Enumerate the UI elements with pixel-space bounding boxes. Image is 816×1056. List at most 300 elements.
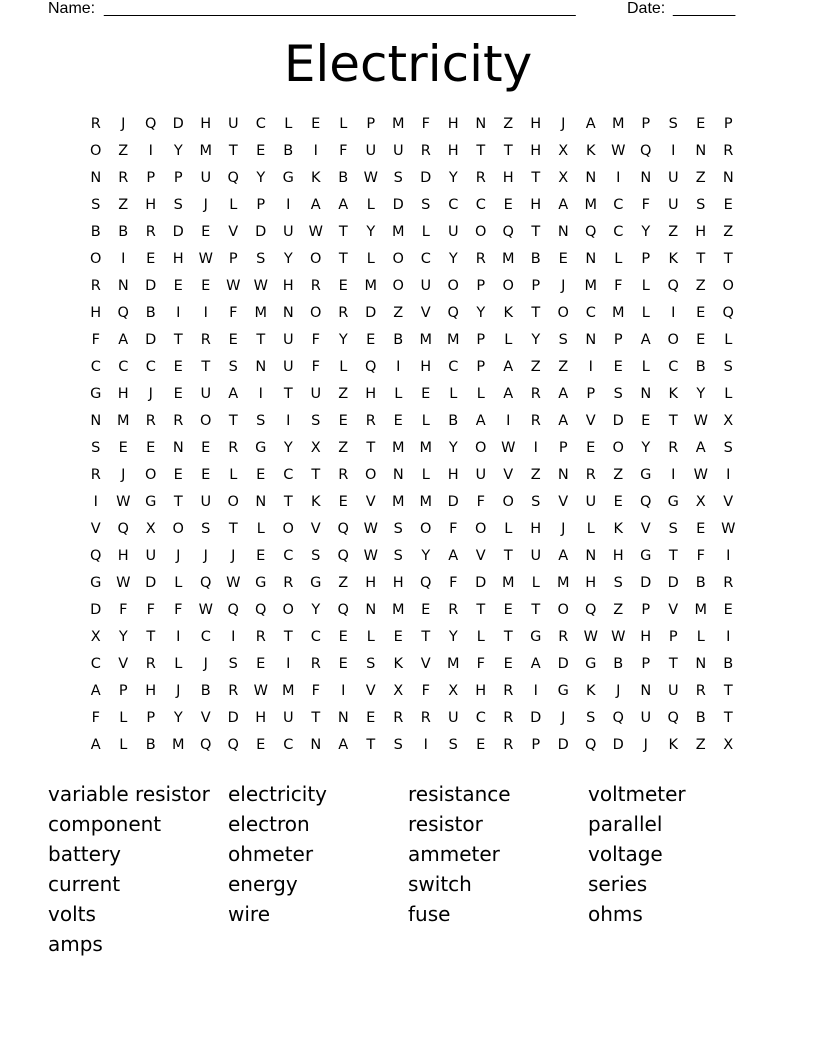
grid-letter[interactable]: M [391,602,405,618]
grid-letter[interactable]: D [145,332,157,348]
grid-letter[interactable]: R [503,683,514,699]
grid-letter[interactable]: V [420,656,431,672]
grid-letter[interactable]: E [173,278,183,294]
grid-letter[interactable]: V [475,548,486,564]
grid-letter[interactable]: I [203,305,208,321]
grid-letter[interactable]: I [533,440,538,456]
grid-letter[interactable]: K [310,494,321,510]
grid-letter[interactable]: C [118,359,129,375]
grid-letter[interactable]: T [283,494,293,510]
grid-letter[interactable]: R [503,710,514,726]
grid-letter[interactable]: N [255,494,267,510]
grid-letter[interactable]: S [228,656,238,672]
grid-letter[interactable]: B [695,710,706,726]
grid-letter[interactable]: U [282,332,294,348]
grid-letter[interactable]: R [200,332,211,348]
date-field[interactable]: _______ [673,0,736,17]
grid-letter[interactable]: H [447,143,459,159]
grid-letter[interactable]: X [448,683,459,699]
grid-letter[interactable]: T [668,413,678,429]
grid-letter[interactable]: E [256,656,266,672]
grid-letter[interactable]: L [366,197,375,213]
grid-letter[interactable]: R [475,170,486,186]
grid-letter[interactable]: B [695,359,706,375]
grid-letter[interactable]: S [91,197,101,213]
grid-letter[interactable]: R [585,467,596,483]
grid-letter[interactable]: J [561,116,566,132]
grid-letter[interactable]: S [393,521,403,537]
grid-letter[interactable]: A [503,386,514,402]
grid-letter[interactable]: Q [227,602,239,618]
grid-letter[interactable]: L [339,359,348,375]
grid-letter[interactable]: T [668,656,678,672]
grid-letter[interactable]: T [228,521,238,537]
grid-letter[interactable]: M [254,305,267,321]
grid-letter[interactable]: T [503,143,513,159]
grid-letter[interactable]: P [366,116,376,132]
grid-letter[interactable]: D [255,224,267,240]
grid-letter[interactable]: S [311,548,321,564]
grid-letter[interactable]: N [282,305,294,321]
grid-letter[interactable]: Z [668,224,679,240]
grid-letter[interactable]: F [476,656,485,672]
grid-letter[interactable]: A [448,548,459,564]
grid-letter[interactable]: U [145,548,157,564]
grid-letter[interactable]: D [530,710,542,726]
grid-letter[interactable]: Q [255,602,267,618]
grid-letter[interactable]: L [421,413,430,429]
grid-letter[interactable]: K [503,305,513,321]
grid-letter[interactable]: T [476,602,486,618]
grid-letter[interactable]: R [145,413,156,429]
grid-letter[interactable]: H [145,197,157,213]
grid-letter[interactable]: Q [722,305,734,321]
grid-letter[interactable]: S [421,197,431,213]
grid-letter[interactable]: X [723,413,734,429]
grid-letter[interactable]: X [723,737,734,753]
grid-letter[interactable]: Q [227,737,239,753]
grid-letter[interactable]: P [613,332,623,348]
grid-letter[interactable]: C [585,305,596,321]
grid-letter[interactable]: E [723,197,733,213]
grid-letter[interactable]: C [668,359,679,375]
grid-letter[interactable]: T [173,332,183,348]
grid-letter[interactable]: L [284,116,293,132]
grid-letter[interactable]: J [616,683,621,699]
grid-letter[interactable]: L [614,251,623,267]
grid-letter[interactable]: S [613,575,623,591]
grid-letter[interactable]: I [671,467,676,483]
grid-letter[interactable]: Q [117,305,129,321]
grid-letter[interactable]: L [229,197,238,213]
grid-letter[interactable]: J [203,197,208,213]
grid-letter[interactable]: I [506,413,511,429]
grid-letter[interactable]: K [393,656,403,672]
grid-letter[interactable]: B [145,305,156,321]
grid-letter[interactable]: U [200,494,212,510]
grid-letter[interactable]: A [695,440,706,456]
grid-letter[interactable]: O [475,440,487,456]
grid-letter[interactable]: J [176,548,181,564]
grid-letter[interactable]: L [641,359,650,375]
grid-letter[interactable]: O [365,467,377,483]
grid-letter[interactable]: L [366,629,375,645]
grid-letter[interactable]: X [695,494,706,510]
grid-letter[interactable]: L [119,737,128,753]
grid-letter[interactable]: F [476,494,485,510]
grid-letter[interactable]: S [448,737,458,753]
grid-letter[interactable]: Q [585,224,597,240]
grid-letter[interactable]: T [503,629,513,645]
grid-letter[interactable]: J [203,656,208,672]
grid-letter[interactable]: D [612,737,624,753]
grid-letter[interactable]: D [365,305,377,321]
grid-letter[interactable]: M [364,278,377,294]
grid-letter[interactable]: H [365,575,377,591]
grid-letter[interactable]: E [173,467,183,483]
grid-letter[interactable]: E [696,332,706,348]
grid-letter[interactable]: Q [227,170,239,186]
grid-letter[interactable]: I [726,467,731,483]
grid-letter[interactable]: Z [338,386,349,402]
grid-letter[interactable]: J [121,467,126,483]
grid-letter[interactable]: T [366,440,376,456]
grid-letter[interactable]: W [693,467,708,483]
grid-letter[interactable]: P [173,170,183,186]
grid-letter[interactable]: X [393,683,404,699]
grid-letter[interactable]: A [558,197,569,213]
grid-letter[interactable]: K [310,170,321,186]
grid-letter[interactable]: P [558,440,568,456]
grid-letter[interactable]: A [228,386,239,402]
grid-letter[interactable]: U [475,467,487,483]
grid-letter[interactable]: B [145,737,156,753]
grid-letter[interactable]: P [256,197,266,213]
grid-letter[interactable]: Z [530,467,541,483]
grid-letter[interactable]: G [90,575,102,591]
grid-letter[interactable]: E [201,278,211,294]
grid-letter[interactable]: T [311,710,321,726]
grid-letter[interactable]: T [338,251,348,267]
grid-letter[interactable]: C [448,359,459,375]
grid-letter[interactable]: F [449,575,458,591]
grid-letter[interactable]: Y [448,629,458,645]
grid-letter[interactable]: R [90,116,101,132]
grid-letter[interactable]: R [448,602,459,618]
grid-letter[interactable]: A [338,737,349,753]
grid-letter[interactable]: L [421,467,430,483]
grid-letter[interactable]: L [724,332,733,348]
grid-letter[interactable]: S [366,656,376,672]
grid-letter[interactable]: R [695,683,706,699]
grid-letter[interactable]: Q [640,143,652,159]
grid-letter[interactable]: U [640,710,652,726]
grid-letter[interactable]: S [393,548,403,564]
grid-letter[interactable]: Q [200,575,212,591]
grid-letter[interactable]: Q [337,602,349,618]
grid-letter[interactable]: Q [585,737,597,753]
grid-letter[interactable]: Z [503,116,514,132]
grid-letter[interactable]: H [447,467,459,483]
grid-letter[interactable]: B [283,143,294,159]
grid-letter[interactable]: E [338,413,348,429]
grid-letter[interactable]: W [198,251,213,267]
grid-letter[interactable]: P [586,386,596,402]
grid-letter[interactable]: Z [613,602,624,618]
grid-letter[interactable]: S [256,413,266,429]
grid-letter[interactable]: O [145,467,157,483]
grid-letter[interactable]: U [667,197,679,213]
grid-letter[interactable]: W [363,521,378,537]
grid-letter[interactable]: P [476,278,486,294]
grid-letter[interactable]: E [503,656,513,672]
grid-letter[interactable]: T [173,494,183,510]
grid-letter[interactable]: Z [695,170,706,186]
grid-letter[interactable]: R [173,413,184,429]
grid-letter[interactable]: L [641,305,650,321]
grid-letter[interactable]: O [282,521,294,537]
grid-letter[interactable]: H [530,521,542,537]
grid-letter[interactable]: U [530,548,542,564]
grid-letter[interactable]: I [176,629,181,645]
grid-letter[interactable]: S [668,521,678,537]
grid-letter[interactable]: K [613,521,623,537]
grid-letter[interactable]: Z [558,359,569,375]
grid-letter[interactable]: I [286,656,291,672]
grid-letter[interactable]: A [558,413,569,429]
grid-letter[interactable]: F [641,197,650,213]
grid-letter[interactable]: H [145,683,157,699]
grid-letter[interactable]: M [611,305,625,321]
grid-letter[interactable]: H [502,170,514,186]
grid-letter[interactable]: L [119,710,128,726]
grid-letter[interactable]: M [446,332,460,348]
grid-letter[interactable]: X [90,629,101,645]
grid-letter[interactable]: I [423,737,428,753]
grid-letter[interactable]: E [338,494,348,510]
grid-letter[interactable]: E [696,305,706,321]
grid-letter[interactable]: M [501,251,515,267]
grid-letter[interactable]: T [283,386,293,402]
grid-letter[interactable]: V [365,494,376,510]
grid-letter[interactable]: J [176,683,181,699]
grid-letter[interactable]: H [282,278,294,294]
grid-letter[interactable]: M [501,575,515,591]
grid-letter[interactable]: O [200,413,212,429]
grid-letter[interactable]: F [311,359,320,375]
grid-letter[interactable]: Y [366,224,376,240]
grid-letter[interactable]: R [530,413,541,429]
grid-letter[interactable]: A [503,359,514,375]
grid-letter[interactable]: I [313,143,318,159]
grid-letter[interactable]: O [475,521,487,537]
grid-letter[interactable]: T [531,602,541,618]
grid-letter[interactable]: S [723,440,733,456]
grid-letter[interactable]: Q [612,710,624,726]
grid-letter[interactable]: P [118,683,128,699]
grid-letter[interactable]: T [146,629,156,645]
grid-letter[interactable]: D [612,413,624,429]
grid-letter[interactable]: G [255,440,267,456]
grid-letter[interactable]: F [421,116,430,132]
grid-letter[interactable]: W [308,224,323,240]
grid-letter[interactable]: N [310,737,322,753]
grid-letter[interactable]: N [475,116,487,132]
grid-letter[interactable]: E [366,710,376,726]
grid-letter[interactable]: C [283,737,294,753]
grid-letter[interactable]: E [696,116,706,132]
grid-letter[interactable]: W [226,278,241,294]
grid-letter[interactable]: B [200,683,211,699]
grid-letter[interactable]: N [90,170,102,186]
grid-letter[interactable]: L [504,521,513,537]
grid-letter[interactable]: M [391,494,405,510]
grid-letter[interactable]: N [640,170,652,186]
grid-letter[interactable]: B [613,656,624,672]
grid-letter[interactable]: C [283,467,294,483]
grid-letter[interactable]: J [231,548,236,564]
grid-letter[interactable]: D [447,494,459,510]
grid-letter[interactable]: W [363,548,378,564]
grid-letter[interactable]: N [640,386,652,402]
grid-letter[interactable]: N [117,278,129,294]
grid-letter[interactable]: M [391,116,405,132]
grid-letter[interactable]: L [696,629,705,645]
grid-letter[interactable]: D [557,737,569,753]
grid-letter[interactable]: T [228,143,238,159]
grid-letter[interactable]: S [311,413,321,429]
grid-letter[interactable]: I [148,143,153,159]
grid-letter[interactable]: R [228,440,239,456]
grid-letter[interactable]: W [116,494,131,510]
grid-letter[interactable]: E [613,359,623,375]
grid-letter[interactable]: N [557,467,569,483]
grid-letter[interactable]: Z [338,440,349,456]
grid-letter[interactable]: O [392,278,404,294]
grid-letter[interactable]: H [200,116,212,132]
grid-letter[interactable]: D [392,197,404,213]
grid-letter[interactable]: G [255,575,267,591]
grid-letter[interactable]: R [668,440,679,456]
grid-letter[interactable]: Z [695,278,706,294]
grid-letter[interactable]: L [504,332,513,348]
grid-letter[interactable]: I [726,629,731,645]
grid-letter[interactable]: M [611,116,625,132]
grid-letter[interactable]: J [203,548,208,564]
grid-letter[interactable]: R [310,656,321,672]
grid-letter[interactable]: M [419,332,432,348]
grid-letter[interactable]: W [253,683,268,699]
grid-letter[interactable]: T [723,251,733,267]
grid-letter[interactable]: I [396,359,401,375]
grid-letter[interactable]: Y [531,332,541,348]
grid-letter[interactable]: C [420,251,431,267]
grid-letter[interactable]: N [722,170,734,186]
grid-letter[interactable]: Q [667,710,679,726]
grid-letter[interactable]: I [258,386,263,402]
grid-letter[interactable]: E [558,251,568,267]
grid-letter[interactable]: P [641,116,651,132]
grid-letter[interactable]: S [558,332,568,348]
grid-letter[interactable]: T [531,305,541,321]
grid-letter[interactable]: E [201,467,211,483]
grid-letter[interactable]: C [475,197,486,213]
grid-letter[interactable]: C [613,224,624,240]
grid-letter[interactable]: G [640,548,652,564]
grid-letter[interactable]: R [503,737,514,753]
grid-letter[interactable]: I [121,251,126,267]
grid-letter[interactable]: A [640,332,651,348]
grid-letter[interactable]: X [558,143,569,159]
grid-letter[interactable]: O [557,602,569,618]
grid-letter[interactable]: E [173,359,183,375]
grid-letter[interactable]: F [91,332,100,348]
grid-letter[interactable]: L [449,386,458,402]
grid-letter[interactable]: O [420,521,432,537]
grid-letter[interactable]: U [585,494,597,510]
grid-letter[interactable]: S [173,197,183,213]
grid-letter[interactable]: D [667,575,679,591]
grid-letter[interactable]: E [146,440,156,456]
grid-letter[interactable]: T [201,359,211,375]
grid-letter[interactable]: M [556,575,570,591]
grid-letter[interactable]: P [641,251,651,267]
grid-letter[interactable]: S [228,359,238,375]
grid-letter[interactable]: O [310,251,322,267]
grid-letter[interactable]: W [226,575,241,591]
grid-letter[interactable]: A [530,656,541,672]
grid-letter[interactable]: T [531,170,541,186]
grid-letter[interactable]: I [341,683,346,699]
grid-letter[interactable]: H [530,143,542,159]
grid-letter[interactable]: W [253,278,268,294]
grid-letter[interactable]: V [90,521,101,537]
grid-letter[interactable]: L [724,386,733,402]
grid-letter[interactable]: A [475,413,486,429]
grid-letter[interactable]: Z [723,224,734,240]
grid-letter[interactable]: I [671,305,676,321]
grid-letter[interactable]: H [117,386,129,402]
grid-letter[interactable]: R [145,656,156,672]
grid-letter[interactable]: T [668,548,678,564]
grid-letter[interactable]: B [695,575,706,591]
grid-letter[interactable]: W [363,170,378,186]
grid-letter[interactable]: O [475,224,487,240]
grid-letter[interactable]: R [145,224,156,240]
grid-letter[interactable]: F [146,602,155,618]
grid-letter[interactable]: V [118,656,129,672]
grid-letter[interactable]: L [366,251,375,267]
grid-letter[interactable]: G [530,629,542,645]
grid-letter[interactable]: H [612,548,624,564]
grid-letter[interactable]: V [640,521,651,537]
grid-letter[interactable]: E [256,737,266,753]
grid-letter[interactable]: O [172,521,184,537]
grid-letter[interactable]: D [475,575,487,591]
grid-letter[interactable]: C [448,197,459,213]
grid-letter[interactable]: Z [530,359,541,375]
grid-letter[interactable]: R [365,413,376,429]
grid-letter[interactable]: N [392,467,404,483]
grid-letter[interactable]: A [90,683,101,699]
grid-letter[interactable]: I [616,170,621,186]
grid-letter[interactable]: L [229,467,238,483]
grid-letter[interactable]: U [667,170,679,186]
grid-letter[interactable]: A [90,737,101,753]
grid-letter[interactable]: Q [420,575,432,591]
grid-letter[interactable]: N [585,170,597,186]
grid-letter[interactable]: N [585,251,597,267]
